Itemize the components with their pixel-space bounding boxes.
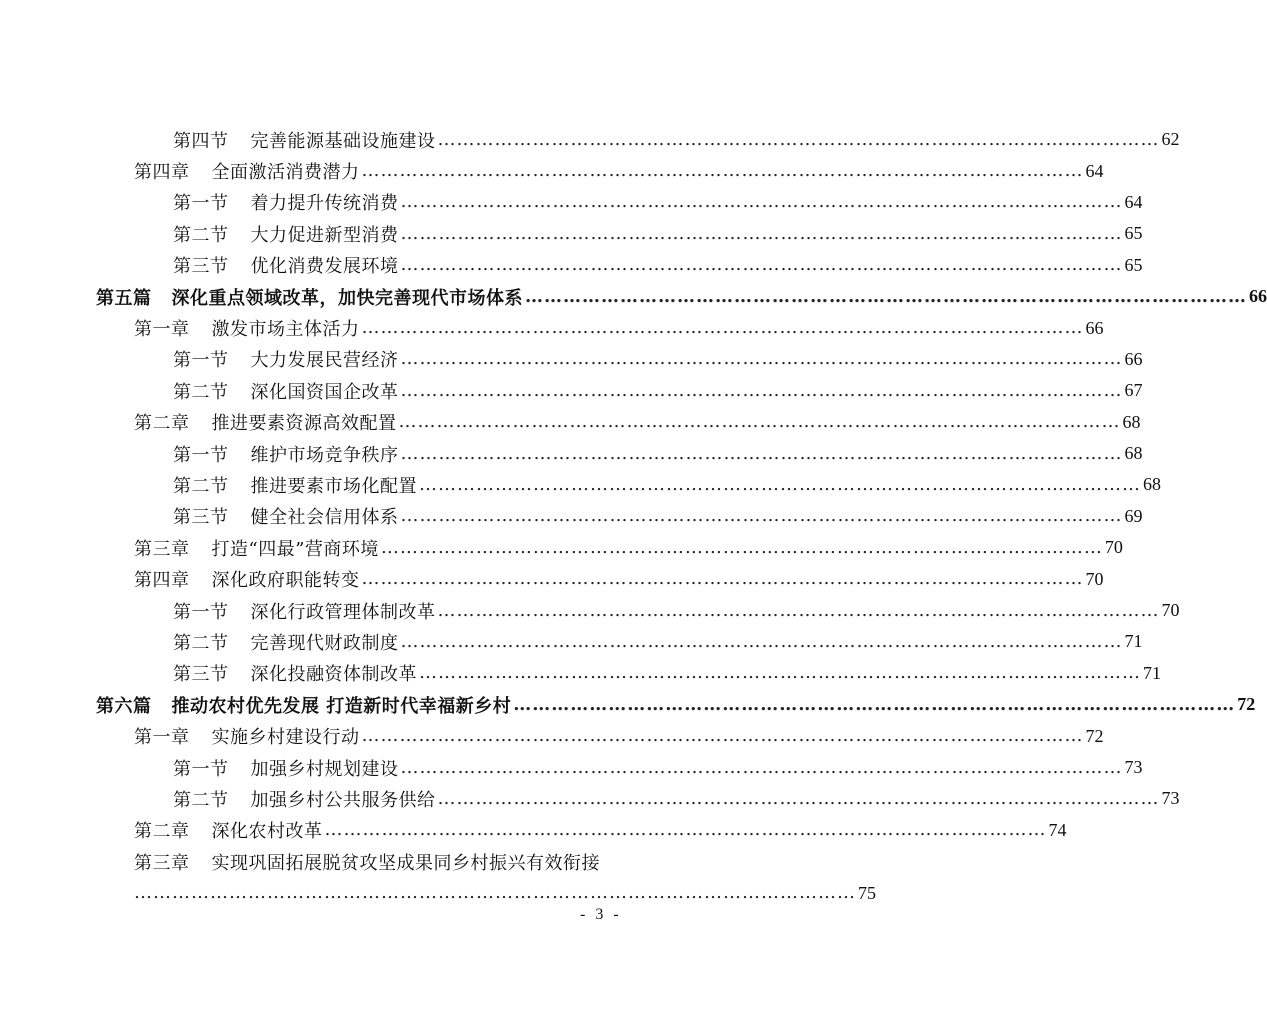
- toc-number: 第三节: [173, 507, 229, 529]
- toc-leader-dots: ……………………………………………………………………………………………………: [380, 536, 1103, 558]
- toc-number: 第六篇: [96, 695, 152, 717]
- toc-label: [173, 786, 436, 812]
- toc-entry-section: [0, 375, 1143, 406]
- toc-page-number: 65: [1124, 223, 1143, 244]
- toc-leader-dots: ……………………………………………………………………………………………………: [361, 568, 1084, 590]
- toc-label: [173, 252, 399, 278]
- toc-entry-chapter: [0, 720, 1104, 751]
- toc-title: 深化国资国企改革: [250, 381, 399, 403]
- toc-entry-chapter: [0, 815, 1067, 846]
- toc-label: [173, 660, 417, 686]
- toc-entry-section: [0, 752, 1143, 783]
- toc-leader-dots: ……………………………………………………………………………………………………: [398, 411, 1121, 433]
- toc-title: 推进要素市场化配置: [250, 475, 417, 497]
- toc-leader-dots: ……………………………………………………………………………………………………: [437, 787, 1160, 809]
- toc-label: [173, 127, 436, 153]
- toc-number: 第三章: [134, 852, 190, 874]
- toc-entry-section: [0, 187, 1143, 218]
- toc-title: 维护市场竞争秩序: [250, 444, 399, 466]
- toc-title: 推进要素资源高效配置: [211, 413, 397, 435]
- toc-entry-chapter: [0, 155, 1104, 186]
- toc-entry-chapter: [0, 532, 1123, 563]
- toc-label: [173, 346, 399, 372]
- toc-leader-dots: ……………………………………………………………………………………………………: [400, 222, 1123, 244]
- toc-entry-section: [0, 124, 1180, 155]
- toc-label: [134, 535, 379, 561]
- toc-leader-dots: ……………………………………………………………………………………………………: [400, 348, 1123, 370]
- toc-entry-chapter: [0, 407, 1141, 438]
- toc-label: [134, 849, 600, 875]
- toc-number: 第四章: [134, 162, 190, 184]
- toc-page-number: 74: [1048, 819, 1067, 840]
- toc-leader-dots: ……………………………………………………………………………………………………: [513, 693, 1236, 715]
- toc-title: 全面激活消费潜力: [211, 162, 360, 184]
- toc-leader-dots: ……………………………………………………………………………………………………: [361, 725, 1084, 747]
- toc-number: 第五篇: [96, 287, 152, 309]
- toc-label: [173, 598, 436, 624]
- toc-entry-section: [0, 344, 1143, 375]
- toc-entry-section: [0, 469, 1161, 500]
- toc-page-number: 66: [1124, 348, 1143, 369]
- toc-page-number: 64: [1124, 191, 1143, 212]
- toc-page-number: 70: [1085, 568, 1104, 589]
- toc-title: 大力促进新型消费: [250, 224, 399, 246]
- toc-title: 加强乡村公共服务供给: [250, 789, 436, 811]
- page-number: - 3 -: [580, 906, 622, 923]
- toc-label: [173, 503, 399, 529]
- table-of-contents: [0, 124, 1267, 909]
- toc-page-number: 67: [1124, 380, 1143, 401]
- toc-number: 第二节: [173, 632, 229, 654]
- toc-leader-dots: ……………………………………………………………………………………………………: [437, 128, 1160, 150]
- toc-leader-dots: ……………………………………………………………………………………………………: [400, 756, 1123, 778]
- toc-number: 第二节: [173, 381, 229, 403]
- toc-leader-dots: ……………………………………………………………………………………………………: [437, 599, 1160, 621]
- toc-label: [96, 692, 511, 718]
- toc-title: 深化行政管理体制改革: [250, 601, 436, 623]
- toc-page-number: 73: [1161, 788, 1180, 809]
- toc-page-number: 73: [1124, 757, 1143, 777]
- toc-number: 第三节: [173, 256, 229, 278]
- toc-label: [173, 378, 399, 404]
- toc-title: 深化农村改革: [211, 821, 323, 843]
- toc-label: [173, 441, 399, 467]
- toc-title: 完善能源基础设施建设: [250, 130, 436, 152]
- toc-page-number: 65: [1124, 254, 1143, 275]
- toc-title: 打造“四最”营商环境: [211, 538, 379, 560]
- toc-title: 实施乡村建设行动: [211, 727, 360, 749]
- toc-label: [134, 315, 360, 341]
- toc-leader-dots: ……………………………………………………………………………………………………: [400, 254, 1123, 276]
- toc-leader-dots: ……………………………………………………………………………………………………: [400, 630, 1123, 652]
- toc-page-number: 66: [1085, 317, 1104, 338]
- toc-leader-dots: ……………………………………………………………………………………………………: [361, 160, 1084, 182]
- toc-entry-section: [0, 658, 1161, 689]
- toc-number: 第三章: [134, 538, 190, 560]
- toc-leader-dots: ……………………………………………………………………………………………………: [400, 379, 1123, 401]
- toc-entry-chapter-wrapped: [0, 846, 724, 877]
- toc-label: [134, 158, 360, 184]
- toc-title: 健全社会信用体系: [250, 507, 399, 529]
- toc-title: 完善现代财政制度: [250, 632, 399, 654]
- toc-leader-dots: ……………………………………………………………………………………………………: [134, 882, 856, 904]
- toc-entry-section: [0, 218, 1143, 249]
- toc-page-number: 66: [1249, 286, 1267, 307]
- toc-title: 激发市场主体活力: [211, 319, 360, 341]
- toc-page-number: 72: [1085, 725, 1104, 746]
- toc-label: [134, 723, 360, 749]
- toc-number: 第二节: [173, 789, 229, 811]
- toc-entry-section: [0, 783, 1180, 814]
- toc-number: 第二章: [134, 821, 190, 843]
- toc-title: 实现巩固拓展脱贫攻坚成果同乡村振兴有效衔接: [211, 852, 600, 874]
- toc-number: 第二节: [173, 224, 229, 246]
- toc-entry-chapter: [0, 312, 1104, 343]
- toc-leader-dots: ……………………………………………………………………………………………………: [525, 285, 1247, 307]
- toc-label: [173, 221, 399, 247]
- toc-page-number: 71: [1124, 631, 1143, 652]
- toc-leader-dots: ……………………………………………………………………………………………………: [419, 662, 1141, 684]
- toc-leader-dots: ……………………………………………………………………………………………………: [419, 473, 1141, 495]
- toc-leader-dots: ……………………………………………………………………………………………………: [324, 819, 1047, 841]
- toc-title: 加强乡村规划建设: [250, 758, 399, 780]
- toc-entry-section: [0, 438, 1143, 469]
- toc-entry-chapter: [0, 563, 1104, 594]
- toc-page-number: 62: [1161, 129, 1180, 150]
- toc-entry-chapter-wrapped-continuation: [0, 877, 876, 908]
- toc-page-number: 68: [1122, 411, 1141, 432]
- toc-number: 第一节: [173, 193, 229, 215]
- toc-page-number: 71: [1143, 662, 1161, 683]
- toc-title: 大力发展民营经济: [250, 350, 399, 372]
- toc-label: [134, 817, 323, 843]
- toc-title: 推动农村优先发展 打造新时代幸福新乡村: [171, 695, 512, 717]
- toc-entry-section: [0, 626, 1143, 657]
- toc-title: 着力提升传统消费: [250, 193, 399, 215]
- toc-title: 深化投融资体制改革: [250, 664, 417, 686]
- toc-label: [173, 472, 417, 498]
- toc-page-number: 72: [1237, 694, 1256, 715]
- toc-entry-part: [0, 689, 1256, 720]
- toc-entry-part: [0, 281, 1267, 312]
- toc-page-number: 70: [1104, 537, 1123, 558]
- toc-page-number: 68: [1124, 443, 1143, 464]
- toc-number: 第一节: [173, 350, 229, 372]
- toc-entry-section: [0, 250, 1143, 281]
- toc-leader-dots: ……………………………………………………………………………………………………: [400, 442, 1123, 464]
- toc-label: [134, 566, 360, 592]
- toc-label: [134, 409, 397, 435]
- toc-leader-dots: ……………………………………………………………………………………………………: [361, 317, 1084, 339]
- toc-number: 第四章: [134, 570, 190, 592]
- toc-title: 优化消费发展环境: [250, 256, 399, 278]
- toc-number: 第一章: [134, 727, 190, 749]
- toc-label: [173, 755, 399, 781]
- toc-page-number: 69: [1124, 505, 1143, 526]
- toc-entry-section: [0, 501, 1143, 532]
- toc-number: 第三节: [173, 664, 229, 686]
- toc-title: 深化政府职能转变: [211, 570, 360, 592]
- toc-entry-section: [0, 595, 1180, 626]
- toc-label: [96, 284, 523, 310]
- toc-label: [173, 189, 399, 215]
- toc-number: 第一节: [173, 758, 229, 780]
- toc-page-number: 64: [1085, 160, 1104, 181]
- toc-leader-dots: ……………………………………………………………………………………………………: [400, 191, 1123, 213]
- toc-page-number: 75: [858, 882, 876, 903]
- toc-label: [173, 629, 399, 655]
- toc-number: 第四节: [173, 130, 229, 152]
- toc-page-number: 68: [1143, 474, 1161, 495]
- toc-number: 第一章: [134, 319, 190, 341]
- toc-number: 第一节: [173, 601, 229, 623]
- toc-number: 第二章: [134, 413, 190, 435]
- toc-leader-dots: ……………………………………………………………………………………………………: [400, 505, 1123, 527]
- toc-number: 第一节: [173, 444, 229, 466]
- toc-title: 深化重点领域改革，加快完善现代市场体系: [171, 287, 523, 309]
- toc-number: 第二节: [173, 475, 229, 497]
- toc-page-number: 70: [1161, 600, 1180, 621]
